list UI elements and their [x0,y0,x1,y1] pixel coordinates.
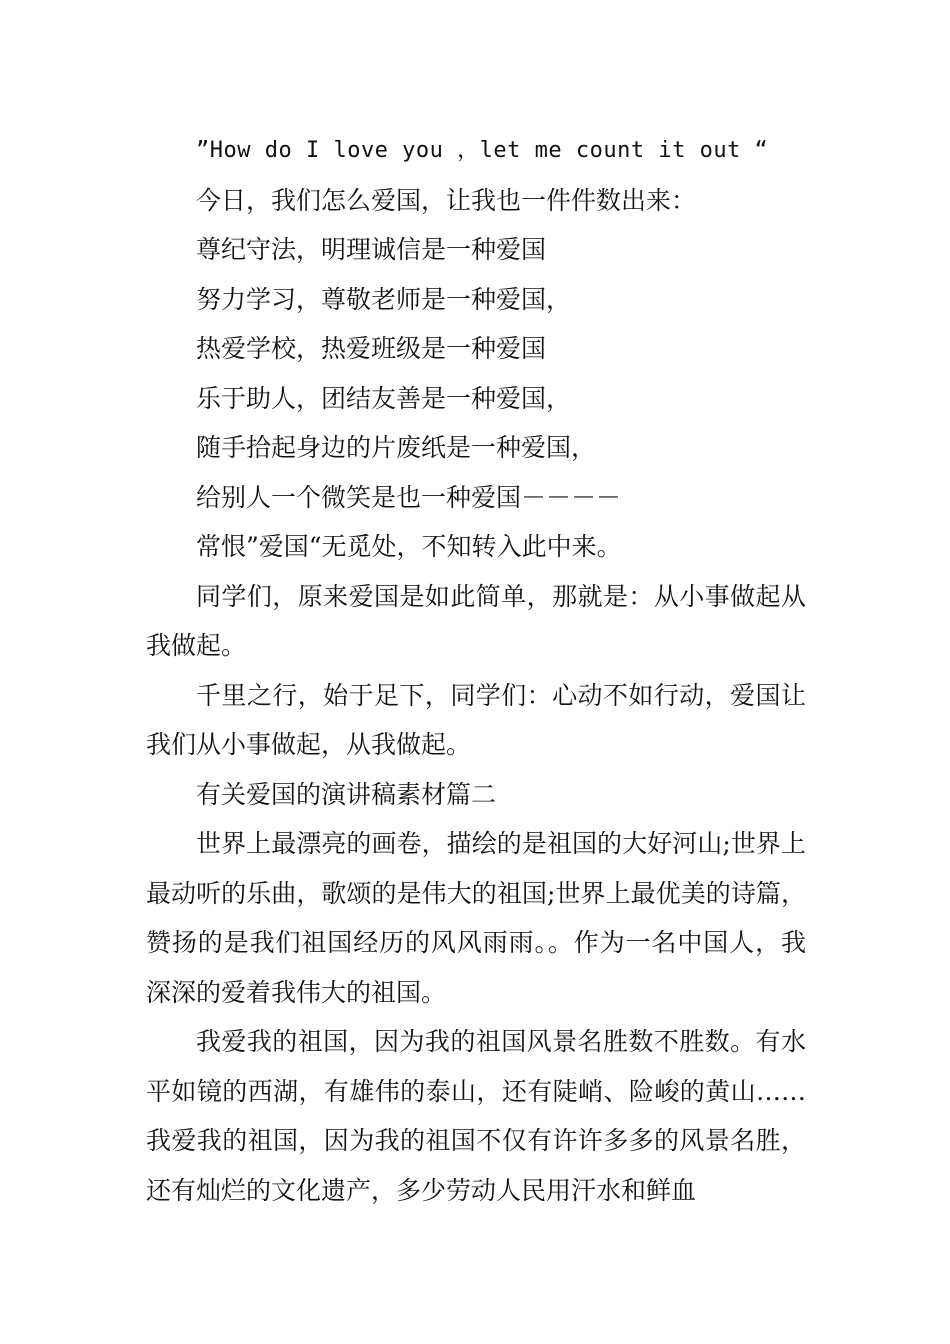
paragraph: 我爱我的祖国，因为我的祖国风景名胜数不胜数。有水平如镜的西湖，有雄伟的泰山，还有陡峭、险峻的黄山……我爱我的祖国，因为我的祖国不仅有许许多多的风景名胜，还有灿烂的文化遗产，多少劳动人民用汗水和鲜血 [146,1027,806,1205]
text-line: 常恨”爱国“无觅处，不知转入此中来。 [196,532,622,561]
paragraph: 世界上最漂亮的画卷，描绘的是祖国的大好河山;世界上最动听的乐曲，歌颂的是伟大的祖国;世界上最优美的诗篇，赞扬的是我们祖国经历的风风雨雨。。作为一名中国人，我深深的爱着我伟大的祖国。 [146,829,806,1007]
text-line: 今日，我们怎么爱国，让我也一件件数出来： [196,185,697,215]
document-body [146,126,806,1215]
text-line: 乐于助人，团结友善是一种爱国， [196,383,572,413]
text-line: 努力学习，尊敬老师是一种爱国， [196,284,572,314]
paragraph: 同学们，原来爱国是如此简单，那就是：从小事做起从我做起。 [146,581,806,660]
poem-quote-line: ”How do I love you ，let me count it out “ [196,138,769,163]
paragraph: 千里之行，始于足下，同学们：心动不如行动，爱国让我们从小事做起，从我做起。 [146,680,806,759]
text-line: 尊纪守法，明理诚信是一种爱国 [196,235,547,264]
text-line: 热爱学校，热爱班级是一种爱国 [196,334,547,363]
section-heading: 有关爱国的演讲稿素材篇二 [196,779,497,809]
text-line: 随手拾起身边的片废纸是一种爱国， [196,433,597,462]
text-line: 给别人一个微笑是也一种爱国－－－－ [196,482,622,512]
